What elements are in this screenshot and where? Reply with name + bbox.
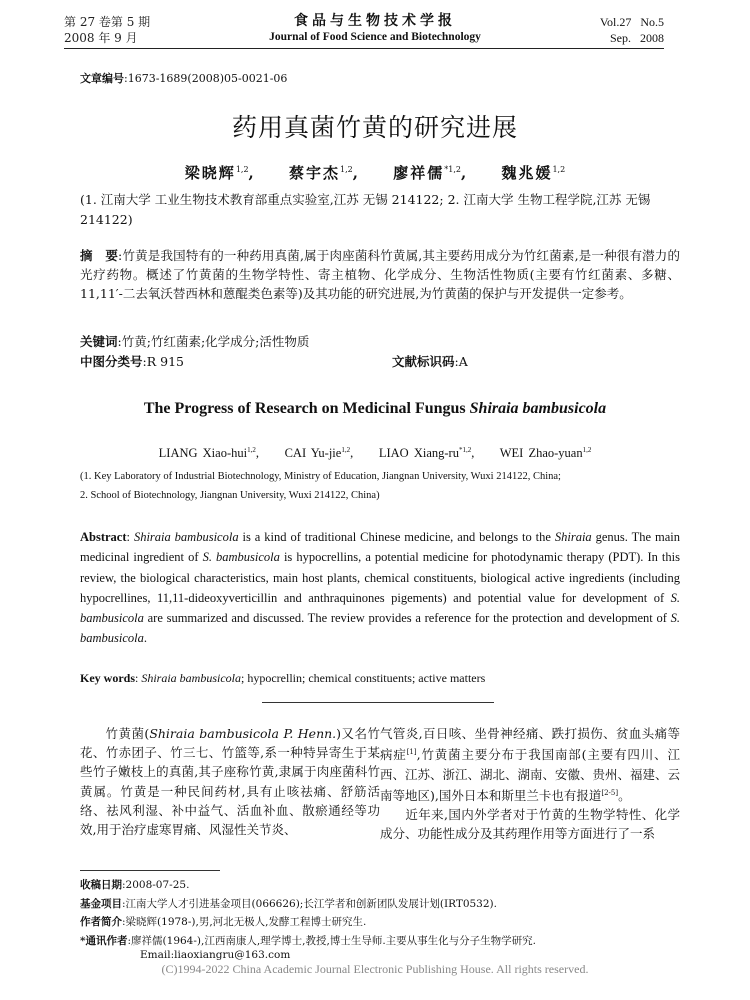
corresponding-email[interactable]: Email:liaoxiangru@163.com	[140, 949, 291, 961]
author-cn: 蔡宇杰	[289, 164, 341, 182]
author-en: LIAO Xiang-ru	[378, 446, 459, 461]
author-en-sup: 1,2	[341, 446, 351, 454]
title-en-species: Shiraia bambusicola	[469, 400, 607, 417]
title-cn: 药用真菌竹黄的研究进展	[231, 113, 518, 142]
issue-date: 2008 年 9 月	[64, 31, 138, 45]
author-sup: *1,2	[444, 165, 461, 174]
abstract-en-text: is hypocrellins, a potential medicine for photodynamic therapy (PDT). In this review, the biological characteristics, main host plants, chemical constituents, biological active ingredients (including hypocrellines, 11,11-dideoxyverticillin and anthraquinones pigements) and potential value for development of	[80, 550, 680, 605]
copyright-watermark: (C)1994-2022 China Academic Journal Electronic Publishing House. All rights reserved.	[161, 962, 589, 976]
keywords-en: Key words: Shiraia bambusicola; hypocrellin; chemical constituents; active matters	[80, 671, 486, 685]
issue-info	[64, 14, 150, 46]
keywords-en-species: Shiraia bambusicola	[141, 671, 242, 685]
body-text: 竹黄菌(	[105, 726, 150, 741]
abstract-cn-label: 摘 要	[80, 248, 119, 263]
body-column-left	[80, 724, 380, 839]
author-bio	[80, 913, 700, 932]
author-en-sup: 1,2	[247, 446, 256, 454]
authors-en: LIANG Xiao-hui$^{1,2}$, CAI Yu-jie$^{1,2}$, LIAO Xiang-ru$^{*1,2}$, WEI Zhao-yuan$^{1,2}$	[158, 446, 592, 461]
footnote-rule	[80, 870, 220, 871]
body-text: 近年来,国内外学者对于竹黄的生物学特性、化学成分、功能性成分及其药理作用等方面进行了一系	[380, 807, 680, 842]
species-name: S. bambusicola	[80, 590, 680, 626]
issue-info-en	[600, 14, 664, 46]
abstract-en-label: Abstract	[80, 530, 127, 544]
abstract-en-text: are summarized and discussed. The review provides a reference for the protection and development of	[143, 611, 671, 626]
keywords-cn-label: 关键词	[80, 334, 118, 349]
issue-volume: 第 27 卷第 5 期	[64, 15, 151, 29]
fund-value: :江南大学人才引进基金项目(066626);长江学者和创新团队发展计划(IRT0532).	[122, 897, 497, 910]
title-en-prefix: The Progress of Research on Medicinal Fungus	[143, 400, 470, 417]
author-en-sup: 1,2	[582, 446, 592, 454]
corr-value: :廖祥儒(1964-),江西南康人,理学博士,教授,博士生导师.主要从事生化与分子生物学研究.	[127, 934, 537, 947]
title-en	[0, 400, 750, 418]
header-rule	[64, 48, 664, 49]
keywords-cn	[80, 332, 309, 350]
body-text: )又名竹花、竹赤团子、竹三七、竹篮等,系一种特异寄生于某些竹子嫩枝上的真菌,其子座称竹黄,隶属于肉座菌科竹黄属。竹黄是一种民间药材,具有止咳祛痛、舒筋活络、祛风利湿、补中益气、活血补血、散瘀通经等功效,用于治疗虚寒胃痛、风湿性关节炎、	[80, 726, 380, 838]
corresponding-author	[80, 932, 700, 951]
keywords-en-text: ; hypocrellin; chemical constituents; active matters	[241, 671, 486, 685]
clc-label: 中图分类号	[80, 354, 143, 369]
author-en: CAI Yu-jie	[284, 446, 342, 461]
bio-label: 作者简介	[80, 916, 122, 928]
keywords-en-label: Key words	[80, 671, 135, 685]
affiliation-en-line: 2. School of Biotechnology, Jiangnan University, Wuxi 214122, China)	[80, 490, 380, 501]
keywords-cn-text: :竹黄;竹红菌素;化学成分;活性物质	[117, 334, 310, 349]
body-column-right	[380, 724, 680, 844]
journal-name	[230, 12, 520, 44]
abstract-en-text: .	[143, 631, 148, 646]
species-name: Shiraia bambusicola	[133, 530, 239, 544]
article-number	[80, 70, 287, 86]
authors-cn: 梁晓辉$^{1,2}$, 蔡宇杰$^{1,2}$, 廖祥儒$^{*1,2}$, 魏兆媛$^{1,2}$	[184, 164, 566, 182]
body-text: ,竹黄菌主要分布于我国南部(主要有四川、江西、江苏、浙江、湖北、湖南、安徽、贵州、福建、云南等地区),国外日本和斯里兰卡也有报道	[380, 747, 681, 803]
author-cn: 廖祥儒	[393, 164, 445, 182]
footnotes	[80, 876, 700, 950]
author-en-sup: *1,2	[458, 446, 472, 454]
citation[interactable]: [1]	[406, 748, 417, 757]
genus-name: Shiraia	[554, 530, 592, 544]
affiliation-en	[80, 467, 680, 505]
journal-name-en: Journal of Food Science and Biotechnology	[269, 31, 481, 43]
author-cn: 梁晓辉	[184, 164, 236, 182]
author-sup: 1,2	[552, 165, 566, 174]
abstract-cn-text: :竹黄是我国特有的一种药用真菌,属于肉座菌科竹黄属,其主要药用成分为竹红菌素,是一种很有潜力的光疗药物。概述了竹黄菌的生物学特性、寄主植物、化学成分、生物活性物质(主要有竹红菌素、多糖、11,11′-二去氧沃替西林和蒽醌类色素等)及其功能的研究进展,为竹黄菌的保护与开发提供一定参考。	[80, 248, 680, 301]
affiliation-en-line: (1. Key Laboratory of Industrial Biotechnology, Ministry of Education, Jiangnan University, Wuxi 214122, China;	[80, 471, 561, 482]
doccode-label: 文献标识码	[392, 354, 455, 369]
abstract-en	[80, 527, 680, 649]
species-name: S. bambusicola	[202, 550, 280, 565]
fund-info	[80, 895, 700, 914]
species-name: Shiraia bambusicola P. Henn.	[149, 726, 337, 741]
abstract-en-text: :	[126, 530, 134, 544]
abstract-en-text: genus. The main medicinal ingredient of	[80, 530, 680, 565]
abstract-cn	[80, 246, 680, 303]
author-en: LIANG Xiao-hui	[158, 446, 248, 461]
bio-value: :梁晓辉(1978-),男,河北无极人,发酵工程博士研究生.	[122, 916, 367, 928]
article-number-value: :1673-1689(2008)05-0021-06	[124, 72, 288, 85]
body-text: 。	[618, 787, 631, 803]
clc-number	[80, 352, 184, 370]
received-value: :2008-07-25.	[122, 879, 190, 891]
journal-name-cn: 食品与生物技术学报	[294, 13, 456, 29]
abstract-en-text: is a kind of traditional Chinese medicine, and belongs to the	[238, 530, 555, 544]
issue-volume-en: Vol.27 No.5	[599, 15, 664, 29]
author-sup: 1,2	[340, 165, 353, 174]
issue-date-en: Sep. 2008	[610, 31, 664, 45]
received-date	[80, 876, 700, 895]
doccode-value: :A	[454, 354, 468, 369]
species-name: S. bambusicola	[80, 611, 680, 646]
citation[interactable]: [2-5]	[601, 788, 619, 797]
corr-label: *通讯作者	[80, 934, 128, 947]
article-number-label: 文章编号	[80, 72, 124, 85]
section-divider	[262, 702, 494, 703]
clc-value: :R 915	[142, 354, 184, 369]
author-cn: 魏兆媛	[501, 164, 553, 182]
body-text: 气管炎,百日咳、坐骨神经痛、跌打损伤、贫血头痛等病症	[380, 726, 680, 763]
author-en: WEI Zhao-yuan	[499, 446, 583, 461]
author-sup: 1,2	[235, 165, 249, 174]
fund-label: 基金项目	[80, 897, 122, 910]
affiliation-cn: (1. 江南大学 工业生物技术教育部重点实验室,江苏 无锡 214122; 2. 江南大学 生物工程学院,江苏 无锡 214122)	[80, 192, 651, 227]
document-code	[392, 352, 468, 370]
received-label: 收稿日期	[80, 879, 122, 891]
